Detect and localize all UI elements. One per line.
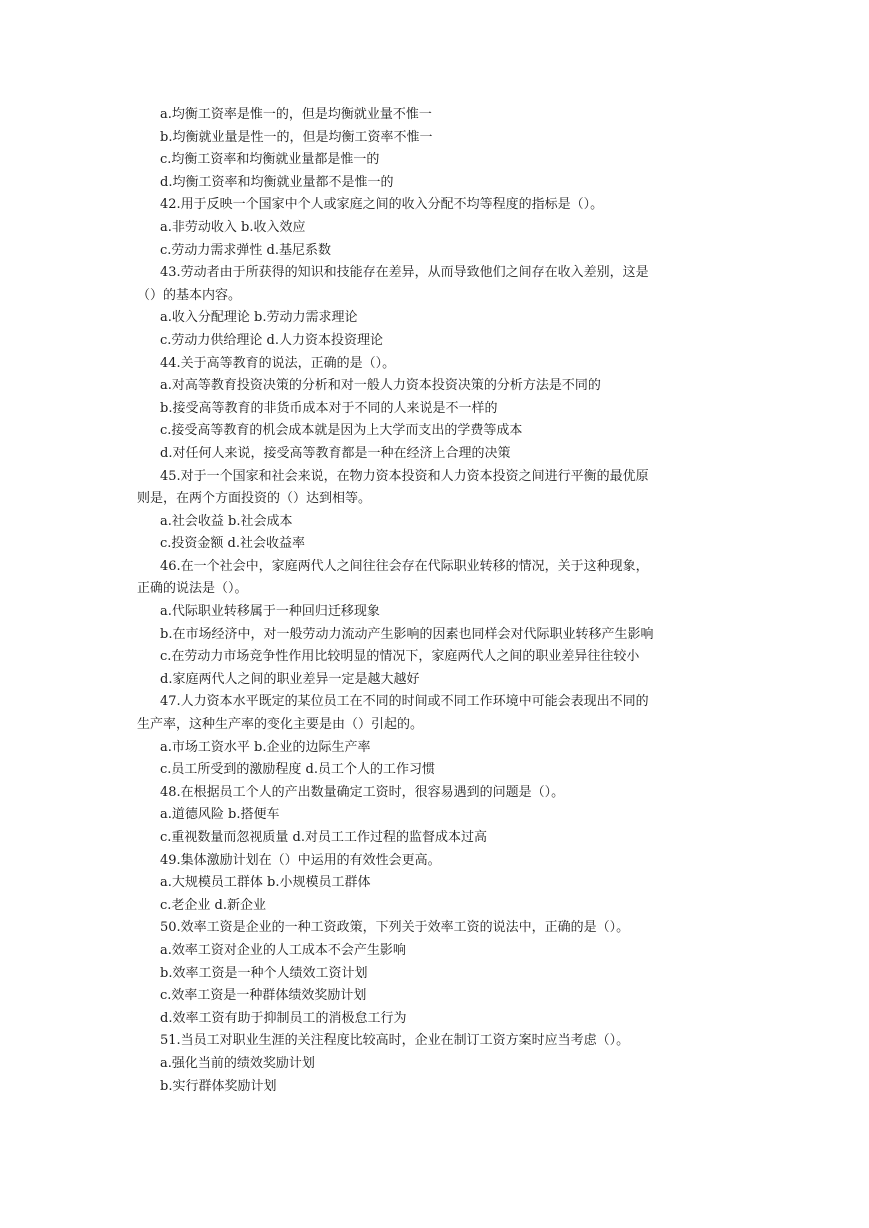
text-line: a.代际职业转移属于一种回归迁移现象 [160, 604, 380, 620]
text-line: 生产率，这种生产率的变化主要是由（）引起的。 [137, 717, 424, 733]
text-line: a.对高等教育投资决策的分析和对一般人力资本投资决策的分析方法是不同的 [160, 378, 601, 394]
text-line: d.对任何人来说，接受高等教育都是一种在经济上合理的决策 [160, 445, 511, 461]
text-line: 正确的说法是（）。 [137, 581, 248, 597]
text-line: a.社会收益 b.社会成本 [160, 513, 293, 529]
question-50: 50.效率工资是企业的一种工资政策，下列关于效率工资的说法中，正确的是（）。 [160, 920, 630, 936]
text-line: d.效率工资有助于抑制员工的消极怠工行为 [160, 1010, 407, 1026]
text-line: d.均衡工资率和均衡就业量都不是惟一的 [160, 174, 394, 190]
text-line: a.强化当前的绩效奖励计划 [160, 1055, 315, 1071]
question-45: 45.对于一个国家和社会来说，在物力资本投资和人力资本投资之间进行平衡的最优原 [160, 468, 649, 484]
text-line: d.家庭两代人之间的职业差异一定是越大越好 [160, 671, 420, 687]
text-line: （）的基本内容。 [137, 287, 242, 303]
document-body [137, 104, 737, 1098]
text-line: b.效率工资是一种个人绩效工资计划 [160, 965, 368, 981]
text-line: c.重视数量而忽视质量 d.对员工工作过程的监督成本过高 [160, 830, 487, 845]
text-line: c.均衡工资率和均衡就业量都是惟一的 [160, 152, 380, 168]
text-line: a.效率工资对企业的人工成本不会产生影响 [160, 942, 406, 958]
question-44: 44.关于高等教育的说法，正确的是（）。 [160, 355, 396, 371]
text-line: b.接受高等教育的非货币成本对于不同的人来说是不一样的 [160, 400, 498, 416]
question-47: 47.人力资本水平既定的某位员工在不同的时间或不同工作环境中可能会表现出不同的 [160, 694, 649, 710]
text-line: c.投资金额 d.社会收益率 [160, 536, 305, 552]
text-line: a.市场工资水平 b.企业的边际生产率 [160, 739, 371, 755]
text-line: c.劳动力需求弹性 d.基尼系数 [160, 242, 331, 258]
text-line: c.接受高等教育的机会成本就是因为上大学而支出的学费等成本 [160, 423, 523, 439]
text-line: c.劳动力供给理论 d.人力资本投资理论 [160, 332, 383, 348]
text-line: 则是，在两个方面投资的（）达到相等。 [137, 491, 372, 507]
text-line: b.在市场经济中，对一般劳动力流动产生影响的因素也同样会对代际职业转移产生影响 [160, 626, 654, 642]
text-line: b.均衡就业量是性一的，但是均衡工资率不惟一 [160, 129, 433, 145]
text-line: a.非劳动收入 b.收入效应 [160, 219, 306, 235]
text-line: a.大规模员工群体 b.小规模员工群体 [160, 875, 371, 891]
text-line: a.均衡工资率是惟一的，但是均衡就业量不惟一 [160, 107, 432, 122]
text-line: a.收入分配理论 b.劳动力需求理论 [160, 310, 358, 326]
text-line: c.效率工资是一种群体绩效奖励计划 [160, 988, 367, 1004]
question-43: 43.劳动者由于所获得的知识和技能存在差异，从而导致他们之间存在收入差别，这是 [160, 265, 649, 281]
question-42: 42.用于反映一个国家中个人或家庭之间的收入分配不均等程度的指标是（）。 [160, 197, 604, 213]
question-51: 51.当员工对职业生涯的关注程度比较高时，企业在制订工资方案时应当考虑（）。 [160, 1033, 630, 1049]
text-line: c.在劳动力市场竞争性作用比较明显的情况下，家庭两代人之间的职业差异往往较小 [160, 649, 640, 665]
text-line: a.道德风险 b.搭便车 [160, 807, 280, 823]
text-line: c.员工所受到的激励程度 d.员工个人的工作习惯 [160, 762, 435, 778]
text-line: b.实行群体奖励计划 [160, 1078, 277, 1094]
text-line: c.老企业 d.新企业 [160, 897, 266, 913]
question-46: 46.在一个社会中，家庭两代人之间往往会存在代际职业转移的情况，关于这种现象， [160, 558, 649, 574]
question-48: 48.在根据员工个人的产出数量确定工资时，很容易遇到的问题是（）。 [160, 784, 565, 800]
question-49: 49.集体激励计划在（）中运用的有效性会更高。 [160, 852, 441, 868]
